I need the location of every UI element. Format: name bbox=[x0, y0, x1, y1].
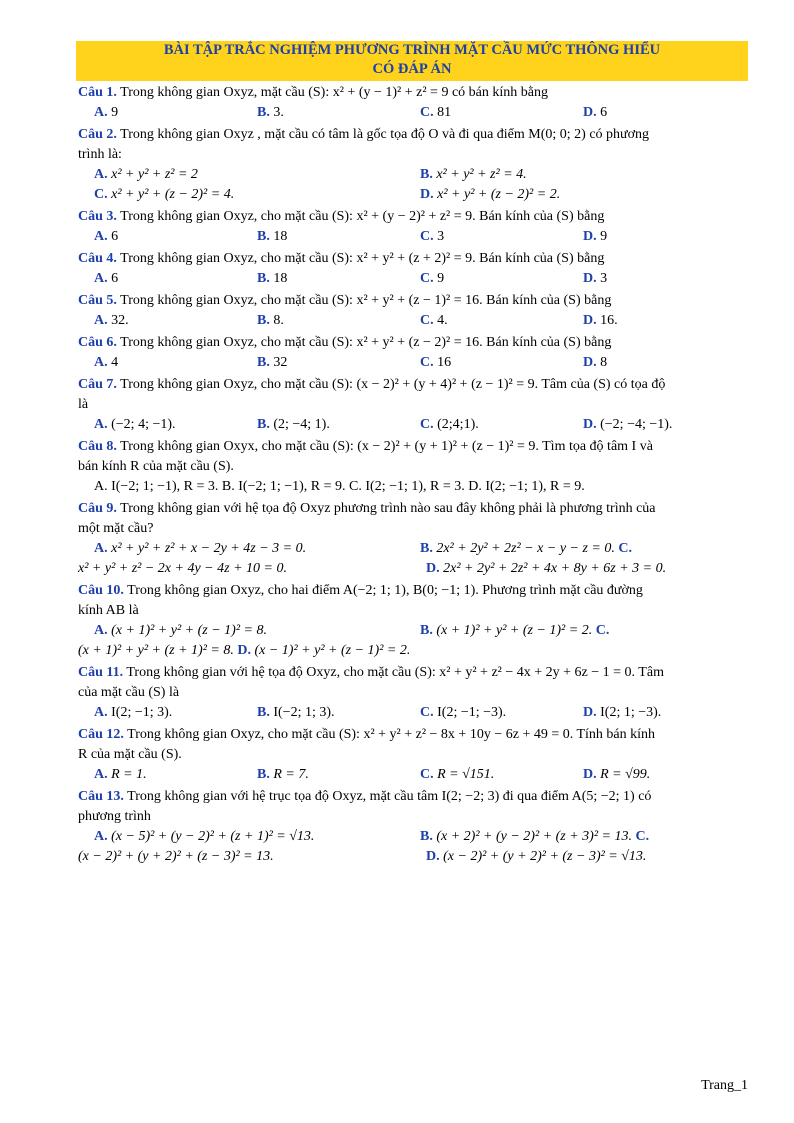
question-label: Câu 4. bbox=[78, 251, 117, 266]
option-text: 18 bbox=[273, 271, 288, 286]
question-stem-cont: bán kính R của mặt cầu (S). bbox=[78, 459, 234, 474]
question-stem-cont: phương trình bbox=[78, 809, 151, 824]
option-c bbox=[94, 185, 420, 205]
option-label: A. bbox=[94, 705, 108, 720]
question-stem: Trong không gian Oxyz , mặt cầu có tâm là gốc tọa độ O và đi qua điểm M(0; 0; 2) có phương bbox=[120, 127, 650, 142]
option-label: B. bbox=[257, 229, 270, 244]
option-text: x² + y² + z² − 2x + 4y − 4z + 10 = 0. bbox=[78, 561, 287, 576]
option-c bbox=[420, 269, 583, 289]
option-text: (2;4;1). bbox=[437, 417, 479, 432]
question-4 bbox=[78, 249, 746, 289]
option-text: (x + 1)² + y² + (z − 1)² = 8. bbox=[111, 623, 267, 638]
option-d-text: (x − 1)² + y² + (z − 1)² = 2. bbox=[254, 643, 411, 658]
question-list bbox=[78, 83, 746, 869]
option-text: 32 bbox=[273, 355, 288, 370]
option-c bbox=[420, 311, 583, 331]
question-6 bbox=[78, 333, 746, 373]
option-text: 32. bbox=[111, 313, 129, 328]
option-label: C. bbox=[420, 271, 434, 286]
option-text: I(2; −1; 3). bbox=[111, 705, 173, 720]
option-b bbox=[420, 827, 746, 847]
option-text: 9 bbox=[600, 229, 608, 244]
option-label: B. bbox=[420, 829, 433, 844]
option-label: D. bbox=[583, 313, 597, 328]
option-label: D. bbox=[426, 849, 440, 864]
option-text: R = 7. bbox=[273, 767, 309, 782]
option-label: C. bbox=[420, 767, 434, 782]
option-label: B. bbox=[257, 105, 270, 120]
option-label: B. bbox=[420, 541, 433, 556]
option-label: A. bbox=[94, 541, 108, 556]
question-stem: Trong không gian Oxyz, cho mặt cầu (S): x² + y² + (z − 1)² = 16. Bán kính của (S) bằng bbox=[120, 293, 612, 308]
question-stem: Trong không gian Oxyz, mặt cầu (S): x² + (y − 1)² + z² = 9 có bán kính bằng bbox=[120, 85, 548, 100]
question-2 bbox=[78, 125, 746, 205]
option-text: x² + y² + z² = 2 bbox=[111, 167, 198, 182]
option-label: A. bbox=[94, 829, 108, 844]
question-label: Câu 13. bbox=[78, 789, 124, 804]
option-d bbox=[583, 269, 746, 289]
question-label: Câu 7. bbox=[78, 377, 117, 392]
option-text: x² + y² + z² + x − 2y + 4z − 3 = 0. bbox=[111, 541, 307, 556]
option-label: D. bbox=[583, 417, 597, 432]
question-stem: Trong không gian Oxyz, cho mặt cầu (S): x² + y² + z² − 8x + 10y − 6z + 49 = 0. Tính bán kính bbox=[127, 727, 656, 742]
question-stem: Trong không gian với hệ trục tọa độ Oxyz, mặt cầu tâm I(2; −2; 3) đi qua điểm A(5; −2; 1) có bbox=[127, 789, 652, 804]
question-13 bbox=[78, 787, 746, 867]
option-text: x² + y² + (z − 2)² = 2. bbox=[437, 187, 561, 202]
option-c bbox=[420, 765, 583, 785]
option-b bbox=[257, 269, 420, 289]
page-number: Trang_1 bbox=[701, 1078, 748, 1093]
option-label: B. bbox=[257, 355, 270, 370]
option-a bbox=[94, 415, 257, 435]
option-text: I(2; −1; −3). bbox=[437, 705, 507, 720]
option-c-text bbox=[78, 559, 426, 579]
option-text: 3. bbox=[273, 105, 284, 120]
option-d bbox=[583, 311, 746, 331]
question-label: Câu 8. bbox=[78, 439, 117, 454]
option-c bbox=[420, 353, 583, 373]
option-d bbox=[583, 227, 746, 247]
option-a bbox=[94, 765, 257, 785]
options-wrap-line bbox=[78, 641, 746, 661]
title-banner bbox=[76, 41, 748, 81]
option-b bbox=[257, 227, 420, 247]
options-line: A. I(−2; 1; −1), R = 3. B. I(−2; 1; −1), R = 9. C. I(2; −1; 1), R = 3. D. I(2; −1; 1), R = 9. bbox=[94, 479, 585, 494]
option-c-label: C. bbox=[635, 829, 650, 844]
option-label: A. bbox=[94, 767, 108, 782]
question-label: Câu 11. bbox=[78, 665, 124, 680]
option-text: 3 bbox=[437, 229, 445, 244]
option-text: 6 bbox=[111, 229, 119, 244]
option-label: D. bbox=[426, 561, 440, 576]
option-text: (−2; 4; −1). bbox=[111, 417, 176, 432]
question-12 bbox=[78, 725, 746, 785]
title-line-1: BÀI TẬP TRẮC NGHIỆM PHƯƠNG TRÌNH MẶT CẦU MỨC THÔNG HIỂU bbox=[163, 42, 661, 58]
option-text: 6 bbox=[600, 105, 608, 120]
option-label: C. bbox=[420, 229, 434, 244]
option-label: B. bbox=[257, 417, 270, 432]
option-label: C. bbox=[420, 705, 434, 720]
option-label: B. bbox=[257, 313, 270, 328]
option-a bbox=[94, 165, 420, 185]
question-11 bbox=[78, 663, 746, 723]
option-a bbox=[94, 353, 257, 373]
option-label: A. bbox=[94, 623, 108, 638]
question-5 bbox=[78, 291, 746, 331]
option-b bbox=[257, 103, 420, 123]
title-line-2: CÓ ĐÁP ÁN bbox=[372, 61, 452, 77]
option-b bbox=[257, 311, 420, 331]
question-8 bbox=[78, 437, 746, 497]
option-text: 8 bbox=[600, 355, 608, 370]
option-b bbox=[257, 415, 420, 435]
question-label: Câu 3. bbox=[78, 209, 117, 224]
option-a bbox=[94, 311, 257, 331]
option-label: D. bbox=[583, 105, 597, 120]
option-b bbox=[257, 703, 420, 723]
option-text: 3 bbox=[600, 271, 608, 286]
option-c-label: C. bbox=[595, 623, 610, 638]
option-d bbox=[420, 185, 746, 205]
option-c-text bbox=[78, 847, 426, 867]
question-stem: Trong không gian Oxyx, cho mặt cầu (S): (x − 2)² + (y + 1)² + (z − 1)² = 9. Tìm tọa độ tâm I và bbox=[120, 439, 653, 454]
option-text: R = √151. bbox=[437, 767, 495, 782]
option-c bbox=[420, 103, 583, 123]
option-text: R = 1. bbox=[111, 767, 147, 782]
option-label: A. bbox=[94, 417, 108, 432]
option-label: B. bbox=[257, 705, 270, 720]
option-label: B. bbox=[257, 767, 270, 782]
option-text: 4. bbox=[437, 313, 448, 328]
option-d bbox=[583, 703, 746, 723]
option-text: I(2; 1; −3). bbox=[600, 705, 662, 720]
option-text: x² + y² + z² = 4. bbox=[436, 167, 527, 182]
option-text: R = √99. bbox=[600, 767, 651, 782]
option-text: 81 bbox=[437, 105, 452, 120]
option-d-label: D. bbox=[237, 643, 251, 658]
option-text: 2x² + 2y² + 2z² + 4x + 8y + 6z + 3 = 0. bbox=[443, 561, 667, 576]
question-label: Câu 9. bbox=[78, 501, 117, 516]
question-stem-cont: của mặt cầu (S) là bbox=[78, 685, 180, 700]
question-stem-cont: một mặt cầu? bbox=[78, 521, 154, 536]
option-text: (x − 5)² + (y − 2)² + (z + 1)² = √13. bbox=[111, 829, 315, 844]
option-text: (−2; −4; −1). bbox=[600, 417, 673, 432]
option-text: I(−2; 1; 3). bbox=[273, 705, 335, 720]
option-a bbox=[94, 269, 257, 289]
option-c-text: (x + 1)² + y² + (z + 1)² = 8. bbox=[78, 643, 234, 658]
question-stem: Trong không gian với hệ tọa độ Oxyz phương trình nào sau đây không phải là phương trình của bbox=[120, 501, 656, 516]
option-label: D. bbox=[420, 187, 434, 202]
option-label: A. bbox=[94, 355, 108, 370]
option-text: (2; −4; 1). bbox=[273, 417, 330, 432]
option-text: (x + 1)² + y² + (z − 1)² = 2. bbox=[436, 623, 593, 638]
option-label: C. bbox=[94, 187, 108, 202]
option-text: 8. bbox=[273, 313, 284, 328]
option-text: 18 bbox=[273, 229, 288, 244]
question-stem: Trong không gian với hệ tọa độ Oxyz, cho mặt cầu (S): x² + y² + z² − 4x + 2y + 6z − 1 = 0. Tâm bbox=[126, 665, 664, 680]
option-text: 9 bbox=[437, 271, 445, 286]
option-d bbox=[426, 847, 646, 867]
question-9 bbox=[78, 499, 746, 579]
option-label: B. bbox=[420, 167, 433, 182]
option-label: A. bbox=[94, 167, 108, 182]
option-a bbox=[94, 621, 420, 641]
option-a bbox=[94, 703, 257, 723]
question-stem: Trong không gian Oxyz, cho mặt cầu (S): x² + y² + (z − 2)² = 16. Bán kính của (S) bằng bbox=[120, 335, 612, 350]
question-label: Câu 1. bbox=[78, 85, 117, 100]
question-stem-cont: R của mặt cầu (S). bbox=[78, 747, 182, 762]
option-label: C. bbox=[420, 313, 434, 328]
option-text: 2x² + 2y² + 2z² − x − y − z = 0. bbox=[436, 541, 615, 556]
option-label: C. bbox=[420, 355, 434, 370]
option-d bbox=[583, 353, 746, 373]
option-c-label: C. bbox=[618, 541, 632, 556]
option-text: 9 bbox=[111, 105, 119, 120]
question-label: Câu 12. bbox=[78, 727, 124, 742]
option-a bbox=[94, 539, 420, 559]
option-d bbox=[583, 103, 746, 123]
option-label: C. bbox=[420, 417, 434, 432]
option-c bbox=[420, 227, 583, 247]
option-label: C. bbox=[420, 105, 434, 120]
option-text: 6 bbox=[111, 271, 119, 286]
question-stem: Trong không gian Oxyz, cho hai điểm A(−2; 1; 1), B(0; −1; 1). Phương trình mặt cầu đường bbox=[127, 583, 643, 598]
option-a bbox=[94, 827, 420, 847]
option-text: 4 bbox=[111, 355, 119, 370]
question-1 bbox=[78, 83, 746, 123]
option-d bbox=[583, 415, 746, 435]
option-b bbox=[420, 539, 746, 559]
option-label: D. bbox=[583, 271, 597, 286]
option-text: x² + y² + (z − 2)² = 4. bbox=[111, 187, 235, 202]
option-label: B. bbox=[257, 271, 270, 286]
option-text: (x − 2)² + (y + 2)² + (z − 3)² = 13. bbox=[78, 849, 274, 864]
option-text: (x + 2)² + (y − 2)² + (z + 3)² = 13. bbox=[436, 829, 632, 844]
option-d bbox=[426, 559, 666, 579]
question-3 bbox=[78, 207, 746, 247]
question-label: Câu 10. bbox=[78, 583, 124, 598]
option-label: A. bbox=[94, 105, 108, 120]
option-b bbox=[257, 765, 420, 785]
question-stem: Trong không gian Oxyz, cho mặt cầu (S): x² + y² + (z + 2)² = 9. Bán kính của (S) bằng bbox=[120, 251, 605, 266]
question-7 bbox=[78, 375, 746, 435]
question-label: Câu 6. bbox=[78, 335, 117, 350]
question-10 bbox=[78, 581, 746, 661]
option-b bbox=[257, 353, 420, 373]
option-label: D. bbox=[583, 767, 597, 782]
question-stem-cont: kính AB là bbox=[78, 603, 139, 618]
question-label: Câu 2. bbox=[78, 127, 117, 142]
option-label: B. bbox=[420, 623, 433, 638]
option-a bbox=[94, 227, 257, 247]
option-text: (x − 2)² + (y + 2)² + (z − 3)² = √13. bbox=[443, 849, 647, 864]
question-label: Câu 5. bbox=[78, 293, 117, 308]
option-c bbox=[420, 703, 583, 723]
option-text: 16. bbox=[600, 313, 618, 328]
question-stem: Trong không gian Oxyz, cho mặt cầu (S): (x − 2)² + (y + 4)² + (z − 1)² = 9. Tâm của (S) có tọa độ bbox=[120, 377, 666, 392]
question-stem-cont: trình là: bbox=[78, 147, 122, 162]
option-b bbox=[420, 621, 746, 641]
option-d bbox=[583, 765, 746, 785]
option-label: A. bbox=[94, 229, 108, 244]
option-c bbox=[420, 415, 583, 435]
option-label: A. bbox=[94, 313, 108, 328]
option-label: D. bbox=[583, 229, 597, 244]
question-stem-cont: là bbox=[78, 397, 89, 412]
option-label: D. bbox=[583, 355, 597, 370]
option-label: D. bbox=[583, 705, 597, 720]
option-b bbox=[420, 165, 746, 185]
option-label: A. bbox=[94, 271, 108, 286]
question-stem: Trong không gian Oxyz, cho mặt cầu (S): x² + (y − 2)² + z² = 9. Bán kính của (S) bằng bbox=[120, 209, 605, 224]
option-text: 16 bbox=[437, 355, 452, 370]
option-a bbox=[94, 103, 257, 123]
